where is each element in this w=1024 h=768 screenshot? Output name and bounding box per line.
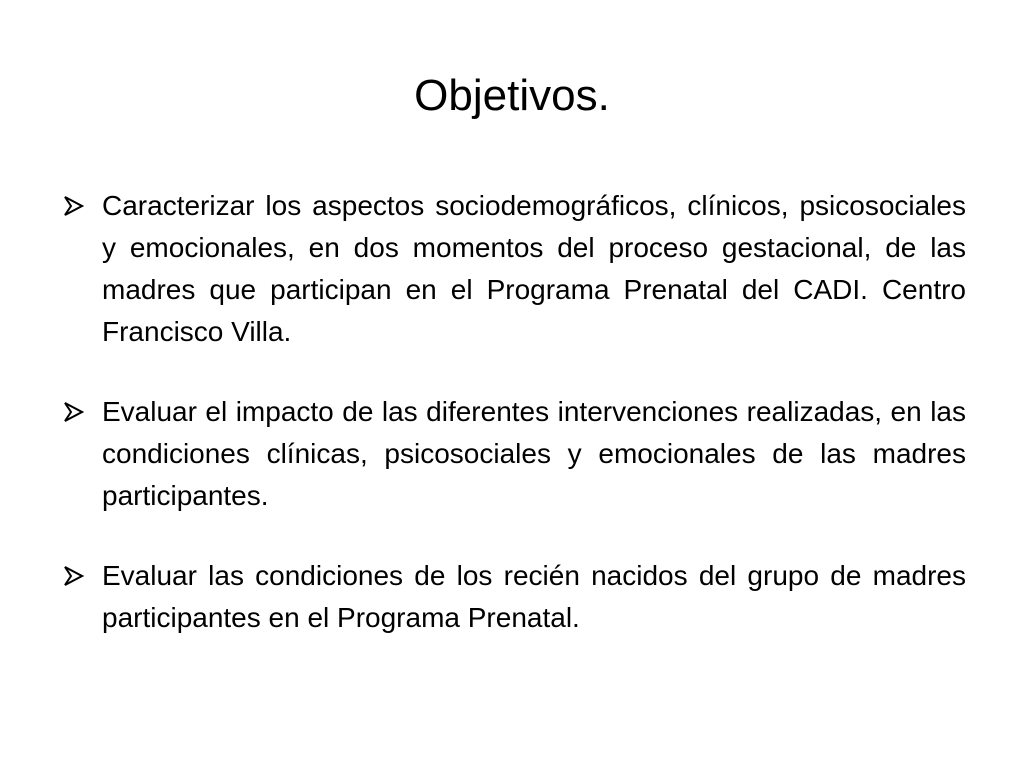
objective-text: Caracterizar los aspectos sociodemográficos, clínicos, psicosociales y emocionales, en dos momentos del proceso gestacional, de las madres que participan en el Programa Prenatal del CADI. Centro Francisco Villa.: [102, 190, 966, 347]
slide-title: Objetivos.: [414, 71, 610, 120]
objective-item-2: [62, 391, 966, 517]
objective-item-1: [62, 185, 966, 353]
arrow-bullet-icon: [62, 391, 102, 433]
arrow-bullet-icon: [62, 555, 102, 597]
objective-item-3: [62, 555, 966, 639]
objective-text: Evaluar el impacto de las diferentes intervenciones realizadas, en las condiciones clínicas, psicosociales y emocionales de las madres participantes.: [102, 396, 966, 511]
objectives-list: [62, 185, 966, 677]
objective-text: Evaluar las condiciones de los recién nacidos del grupo de madres participantes en el Programa Prenatal.: [102, 560, 966, 633]
arrow-bullet-icon: [62, 185, 102, 227]
